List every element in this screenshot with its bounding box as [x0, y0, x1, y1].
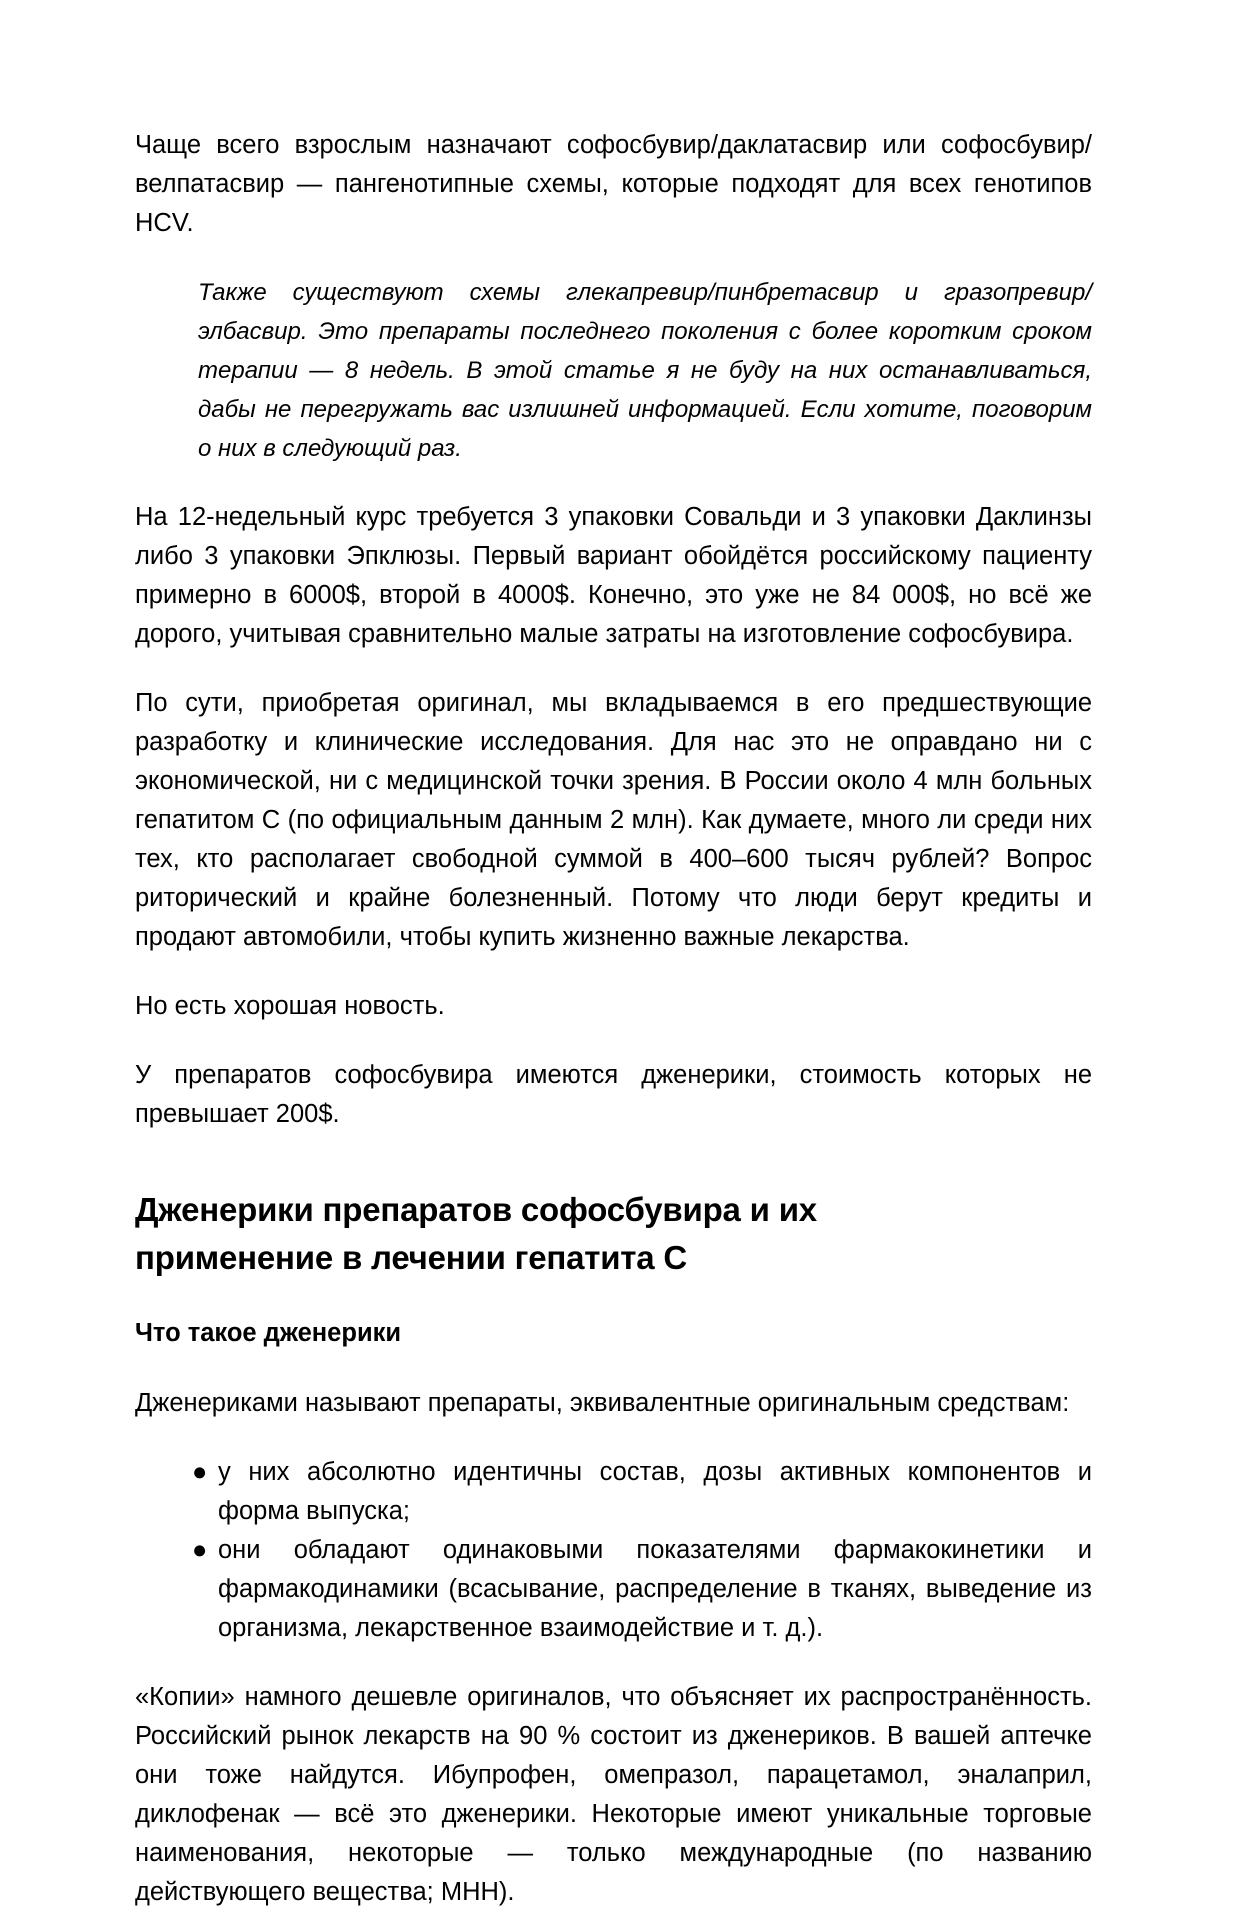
list-item	[135, 1531, 1092, 1648]
bullet-point-icon: ●	[192, 1536, 208, 1564]
blockquote-newer-regimens: Также существуют схемы глекапревир/пинбретасвир и гразопревир/элбасвир. Это препараты последнего поколения с более коротким сроком терапии — 8 недель. В этой статье я не буду на них останавливаться, дабы не перегружать вас излишней информацией. Если хотите, поговорим о них в следующий раз.	[198, 279, 1092, 462]
paragraph-course-cost: На 12-недельный курс требуется 3 упаковки Совальди и 3 упаковки Даклинзы либо 3 упаковки Эпклюзы. Первый вариант обойдётся российскому пациенту примерно в 6000$, второй в 4000$. Конечно, это уже не 84 000$, но всё же дорого, учитывая сравнительно малые затраты на изготовление софосбувира.	[135, 503, 1092, 648]
generics-criteria-list	[135, 1453, 1092, 1648]
list-item-label: у них абсолютно идентичны состав, дозы активных компонентов и форма выпуска;	[218, 1458, 1092, 1525]
paragraph-good-news: Но есть хорошая новость.	[135, 992, 445, 1020]
bullet-point-icon: ●	[192, 1458, 208, 1486]
paragraph-intro-regimens: Чаще всего взрослым назначают софосбувир/даклатасвир или софосбувир/велпатасвир — пангенотипные схемы, которые подходят для всех генотипов HCV.	[135, 131, 1092, 237]
page-title: Дженерики препаратов софосбувира и их применение в лечении гепатита С	[135, 1191, 817, 1276]
section-subheading-what-are-generics: Что такое дженерики	[135, 1319, 402, 1347]
document-content	[135, 126, 1092, 1912]
list-item-label: они обладают одинаковыми показателями фармакокинетики и фармакодинамики (всасывание, распределение в тканях, выведение из организма, лекарственное взаимодействие и т. д.).	[218, 1536, 1092, 1642]
paragraph-originator-economics: По сути, приобретая оригинал, мы вкладываемся в его предшествующие разработку и клинические исследования. Для нас это не оправдано ни с экономической, ни с медицинской точки зрения. В России около 4 млн больных гепатитом С (по официальным данным 2 млн). Как думаете, много ли среди них тех, кто располагает свободной суммой в 400–600 тысяч рублей? Вопрос риторический и крайне болезненный. Потому что люди берут кредиты и продают автомобили, чтобы купить жизненно важные лекарства.	[135, 689, 1092, 951]
list-item	[135, 1453, 1092, 1531]
paragraph-copies-market-share: «Копии» намного дешевле оригиналов, что объясняет их распространённость. Российский рынок лекарств на 90 % состоит из дженериков. В вашей аптечке они тоже найдутся. Ибупрофен, омепразол, парацетамол, эналаприл, диклофенак — всё это дженерики. Некоторые имеют уникальные торговые наименования, некоторые — только международные (по названию действующего вещества; МНН).	[135, 1683, 1092, 1906]
paragraph-generics-definition: Дженериками называют препараты, эквивалентные оригинальным средствам:	[135, 1389, 1070, 1417]
paragraph-generics-price: У препаратов софосбувира имеются дженерики, стоимость которых не превышает 200$.	[135, 1061, 1092, 1128]
